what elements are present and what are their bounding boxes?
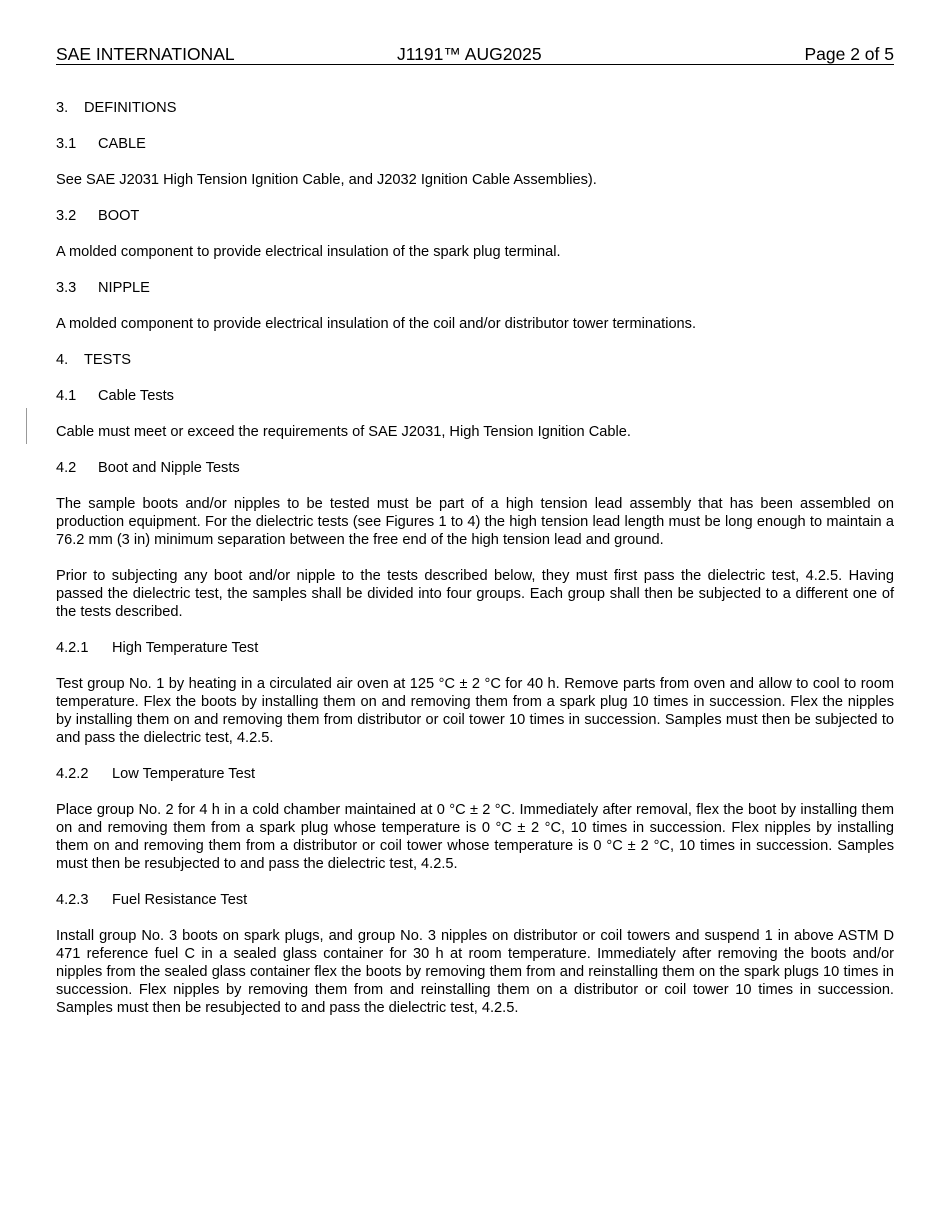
section-number: 4.2.1 xyxy=(56,640,89,656)
section-heading-3-2 xyxy=(56,207,894,225)
section-title: CABLE xyxy=(98,136,146,152)
section-paragraph: A molded component to provide electrical insulation of the coil and/or distributor tower terminations. xyxy=(56,316,697,332)
section-number: 4.2 xyxy=(56,460,77,476)
section-number: 3.3 xyxy=(56,280,77,296)
section-number: 4.2.3 xyxy=(56,892,89,908)
document-body xyxy=(56,99,894,1017)
section-heading-4 xyxy=(56,351,894,369)
section-title: Cable Tests xyxy=(98,388,174,404)
header-doc-id: J1191™ AUG2025 xyxy=(397,44,542,64)
section-title: Low Temperature Test xyxy=(112,766,256,782)
section-heading-4-2-3 xyxy=(56,891,894,909)
section-title: High Temperature Test xyxy=(112,640,259,656)
section-heading-4-1 xyxy=(56,387,894,405)
section-number: 4.2.2 xyxy=(56,766,89,782)
section-paragraph: Install group No. 3 boots on spark plugs, and group No. 3 nipples on distributor or coil towers and suspend 1 in above ASTM D 471 reference fuel C in a sealed glass container for 30 h at room temperature. Immediately after removing the boots and/or nipples from the sealed glass container flex the boots by removing them from and reinstalling them on the spark plugs 10 times in succession. Flex nipples by removing them from and reinstalling them on a distributor or coil tower 10 times in succession. Samples must then be resubjected to and pass the dielectric test, 4.2.5. xyxy=(56,928,894,1016)
section-heading-4-2-1 xyxy=(56,639,894,657)
section-heading-3 xyxy=(56,99,894,117)
section-number: 3.1 xyxy=(56,136,77,152)
section-paragraph: See SAE J2031 High Tension Ignition Cable, and J2032 Ignition Cable Assemblies). xyxy=(56,172,597,188)
section-paragraph: A molded component to provide electrical insulation of the spark plug terminal. xyxy=(56,244,561,260)
section-number: 3. xyxy=(56,100,69,116)
section-number: 4. xyxy=(56,352,69,368)
section-title: TESTS xyxy=(84,352,132,368)
section-heading-3-1 xyxy=(56,135,894,153)
section-title: Boot and Nipple Tests xyxy=(98,460,240,476)
section-paragraph: Cable must meet or exceed the requirements of SAE J2031, High Tension Ignition Cable. xyxy=(56,424,631,440)
section-title: DEFINITIONS xyxy=(84,100,177,116)
revision-change-bar xyxy=(26,408,27,444)
section-paragraph: Test group No. 1 by heating in a circulated air oven at 125 °C ± 2 °C for 40 h. Remove parts from oven and allow to cool to room temperature. Flex the boots by installing them on and removing them from a spark plug 10 times in succession. Flex the nipples by installing them on and removing them from distributor or coil tower 10 times in succession. Samples must then be subjected to and pass the dielectric test, 4.2.5. xyxy=(56,676,894,746)
page-header xyxy=(56,44,894,65)
header-page-number: Page 2 of 5 xyxy=(804,44,894,64)
section-number: 3.2 xyxy=(56,208,77,224)
section-paragraph: The sample boots and/or nipples to be tested must be part of a high tension lead assembly that has been assembled on production equipment. For the dielectric tests (see Figures 1 to 4) the high tension lead length must be long enough to maintain a 76.2 mm (3 in) minimum separation between the free end of the high tension lead and ground. xyxy=(56,496,894,548)
section-paragraph: Prior to subjecting any boot and/or nipple to the tests described below, they must first pass the dielectric test, 4.2.5. Having passed the dielectric test, the samples shall be divided into four groups. Each group shall then be subjected to a different one of the tests described. xyxy=(56,568,894,620)
section-heading-4-2-2 xyxy=(56,765,894,783)
section-paragraph: Place group No. 2 for 4 h in a cold chamber maintained at 0 °C ± 2 °C. Immediately after removal, flex the boot by installing them on and removing them from a spark plug whose temperature is 0 °C ± 2 °C, 10 times in succession. Flex nipples by installing them on and removing them from a distributor or coil tower whose temperature is 0 °C ± 2 °C, 10 times in succession. Samples must then be resubjected to and pass the dielectric test, 4.2.5. xyxy=(56,802,894,872)
header-org: SAE INTERNATIONAL xyxy=(56,44,235,64)
section-title: BOOT xyxy=(98,208,140,224)
section-heading-3-3 xyxy=(56,279,894,297)
section-number: 4.1 xyxy=(56,388,77,404)
section-title: NIPPLE xyxy=(98,280,150,296)
section-heading-4-2 xyxy=(56,459,894,477)
section-title: Fuel Resistance Test xyxy=(112,892,248,908)
